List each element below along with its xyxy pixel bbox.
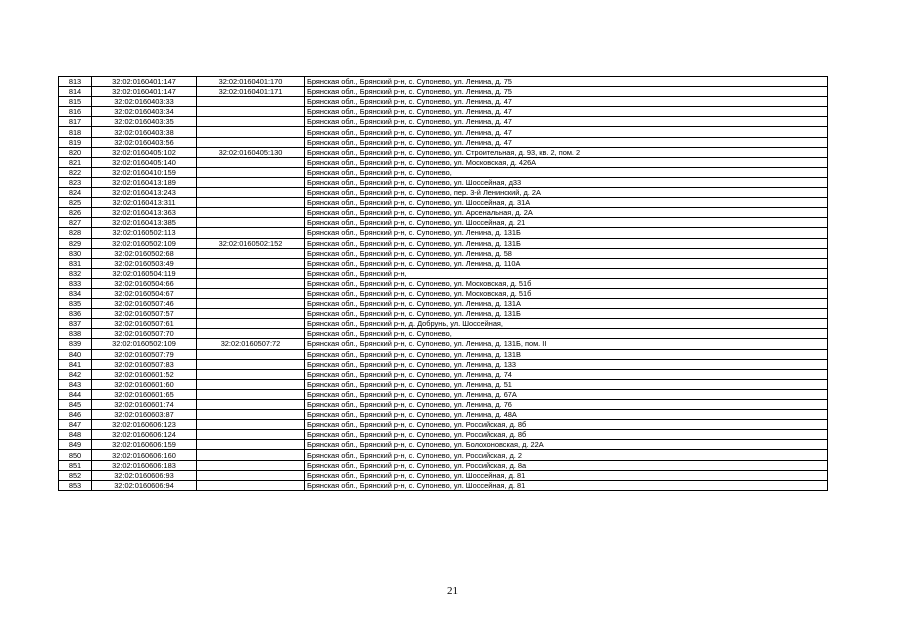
- cadastral-number-cell: 32:02:0160403:35: [92, 117, 197, 127]
- table-row: [59, 248, 828, 258]
- row-number-cell: 836: [59, 309, 92, 319]
- table-row: [59, 369, 828, 379]
- address-cell: Брянская обл., Брянский р-н, с. Супонево, ул. Российская, д. 8б: [305, 430, 828, 440]
- parent-cadastral-number-cell: [197, 450, 305, 460]
- table-row: [59, 258, 828, 268]
- cadastral-number-cell: 32:02:0160413:311: [92, 198, 197, 208]
- cadastral-number-cell: 32:02:0160410:159: [92, 167, 197, 177]
- row-number-cell: 849: [59, 440, 92, 450]
- row-number-cell: 848: [59, 430, 92, 440]
- address-cell: Брянская обл., Брянский р-н, с. Супонево,: [305, 329, 828, 339]
- table-row: [59, 208, 828, 218]
- cadastral-number-cell: 32:02:0160403:56: [92, 137, 197, 147]
- table-row: [59, 188, 828, 198]
- row-number-cell: 840: [59, 349, 92, 359]
- row-number-cell: 843: [59, 379, 92, 389]
- parent-cadastral-number-cell: [197, 359, 305, 369]
- address-cell: Брянская обл., Брянский р-н, с. Супонево, ул. Ленина, д. 76: [305, 400, 828, 410]
- address-cell: Брянская обл., Брянский р-н, с. Супонево, ул. Ленина, д. 67А: [305, 389, 828, 399]
- cadastral-number-cell: 32:02:0160403:34: [92, 107, 197, 117]
- parent-cadastral-number-cell: [197, 319, 305, 329]
- row-number-cell: 833: [59, 278, 92, 288]
- table-row: [59, 359, 828, 369]
- address-cell: Брянская обл., Брянский р-н, с. Супонево, ул. Ленина, д. 131Б, пом. II: [305, 339, 828, 349]
- row-number-cell: 818: [59, 127, 92, 137]
- parent-cadastral-number-cell: [197, 117, 305, 127]
- address-cell: Брянская обл., Брянский р-н, с. Супонево, ул. Шоссейная, д. 31А: [305, 198, 828, 208]
- cadastral-number-cell: 32:02:0160502:109: [92, 238, 197, 248]
- parent-cadastral-number-cell: [197, 268, 305, 278]
- row-number-cell: 817: [59, 117, 92, 127]
- address-cell: Брянская обл., Брянский р-н,: [305, 268, 828, 278]
- parent-cadastral-number-cell: [197, 430, 305, 440]
- address-cell: Брянская обл., Брянский р-н, с. Супонево, ул. Ленина, д. 131Б: [305, 309, 828, 319]
- table-row: [59, 157, 828, 167]
- table-row: [59, 319, 828, 329]
- parent-cadastral-number-cell: [197, 278, 305, 288]
- table-row: [59, 339, 828, 349]
- table-row: [59, 198, 828, 208]
- address-cell: Брянская обл., Брянский р-н, с. Супонево, ул. Московская, д. 51б: [305, 288, 828, 298]
- address-cell: Брянская обл., Брянский р-н, с. Супонево, ул. Шоссейная, д. 81: [305, 470, 828, 480]
- parent-cadastral-number-cell: [197, 400, 305, 410]
- row-number-cell: 845: [59, 400, 92, 410]
- table-row: [59, 389, 828, 399]
- table-row: [59, 480, 828, 490]
- address-cell: Брянская обл., Брянский р-н, с. Супонево, ул. Ленина, д. 75: [305, 87, 828, 97]
- row-number-cell: 853: [59, 480, 92, 490]
- address-cell: Брянская обл., Брянский р-н, с. Супонево, ул. Ленина, д. 48А: [305, 410, 828, 420]
- row-number-cell: 825: [59, 198, 92, 208]
- address-cell: Брянская обл., Брянский р-н, с. Супонево, ул. Московская, д. 51б: [305, 278, 828, 288]
- parent-cadastral-number-cell: [197, 107, 305, 117]
- table-row: [59, 238, 828, 248]
- row-number-cell: 841: [59, 359, 92, 369]
- parent-cadastral-number-cell: [197, 379, 305, 389]
- address-cell: Брянская обл., Брянский р-н, с. Супонево, ул. Ленина, д. 51: [305, 379, 828, 389]
- parent-cadastral-number-cell: [197, 198, 305, 208]
- row-number-cell: 844: [59, 389, 92, 399]
- parent-cadastral-number-cell: [197, 157, 305, 167]
- address-cell: Брянская обл., Брянский р-н, с. Супонево, ул. Ленина, д. 131Б: [305, 228, 828, 238]
- table-body: [59, 77, 828, 491]
- cadastral-number-cell: 32:02:0160504:66: [92, 278, 197, 288]
- parent-cadastral-number-cell: [197, 137, 305, 147]
- parent-cadastral-number-cell: [197, 218, 305, 228]
- row-number-cell: 831: [59, 258, 92, 268]
- table-row: [59, 228, 828, 238]
- cadastral-number-cell: 32:02:0160504:119: [92, 268, 197, 278]
- row-number-cell: 850: [59, 450, 92, 460]
- parent-cadastral-number-cell: [197, 97, 305, 107]
- parent-cadastral-number-cell: [197, 440, 305, 450]
- cadastral-number-cell: 32:02:0160606:94: [92, 480, 197, 490]
- cadastral-number-cell: 32:02:0160507:57: [92, 309, 197, 319]
- table-row: [59, 127, 828, 137]
- address-cell: Брянская обл., Брянский р-н, с. Супонево, ул. Российская, д. 2: [305, 450, 828, 460]
- cadastral-number-cell: 32:02:0160401:147: [92, 87, 197, 97]
- address-cell: Брянская обл., Брянский р-н, с. Супонево, ул. Арсенальная, д. 2А: [305, 208, 828, 218]
- address-cell: Брянская обл., Брянский р-н, с. Супонево, ул. Болохоновская, д. 22А: [305, 440, 828, 450]
- row-number-cell: 851: [59, 460, 92, 470]
- address-cell: Брянская обл., Брянский р-н, с. Супонево, ул. Российская, д. 8б: [305, 420, 828, 430]
- cadastral-number-cell: 32:02:0160601:60: [92, 379, 197, 389]
- row-number-cell: 834: [59, 288, 92, 298]
- address-cell: Брянская обл., Брянский р-н, с. Супонево, ул. Ленина, д. 47: [305, 97, 828, 107]
- parent-cadastral-number-cell: [197, 349, 305, 359]
- cadastral-number-cell: 32:02:0160606:93: [92, 470, 197, 480]
- address-cell: Брянская обл., Брянский р-н, д. Добрунь, ул. Шоссейная,: [305, 319, 828, 329]
- parent-cadastral-number-cell: [197, 369, 305, 379]
- parent-cadastral-number-cell: 32:02:0160405:130: [197, 147, 305, 157]
- cadastral-number-cell: 32:02:0160401:147: [92, 77, 197, 87]
- address-cell: Брянская обл., Брянский р-н, с. Супонево, ул. Шоссейная, д33: [305, 177, 828, 187]
- cadastral-number-cell: 32:02:0160507:83: [92, 359, 197, 369]
- table-row: [59, 420, 828, 430]
- table-row: [59, 177, 828, 187]
- parent-cadastral-number-cell: [197, 208, 305, 218]
- row-number-cell: 830: [59, 248, 92, 258]
- table-row: [59, 440, 828, 450]
- parent-cadastral-number-cell: 32:02:0160401:170: [197, 77, 305, 87]
- address-cell: Брянская обл., Брянский р-н, с. Супонево, ул. Ленина, д. 47: [305, 137, 828, 147]
- address-cell: Брянская обл., Брянский р-н, с. Супонево, ул. Строительная, д. 93, кв. 2, пом. 2: [305, 147, 828, 157]
- table-row: [59, 400, 828, 410]
- cadastral-number-cell: 32:02:0160606:160: [92, 450, 197, 460]
- cadastral-number-cell: 32:02:0160603:87: [92, 410, 197, 420]
- table-row: [59, 167, 828, 177]
- row-number-cell: 842: [59, 369, 92, 379]
- table-row: [59, 309, 828, 319]
- parent-cadastral-number-cell: [197, 288, 305, 298]
- parent-cadastral-number-cell: [197, 420, 305, 430]
- table-row: [59, 450, 828, 460]
- parent-cadastral-number-cell: [197, 248, 305, 258]
- address-cell: Брянская обл., Брянский р-н, с. Супонево, ул. Шоссейная, д. 81: [305, 480, 828, 490]
- address-cell: Брянская обл., Брянский р-н, с. Супонево, ул. Шоссейная, д. 21: [305, 218, 828, 228]
- table-row: [59, 379, 828, 389]
- row-number-cell: 846: [59, 410, 92, 420]
- cadastral-number-cell: 32:02:0160606:159: [92, 440, 197, 450]
- row-number-cell: 826: [59, 208, 92, 218]
- cadastral-number-cell: 32:02:0160502:109: [92, 339, 197, 349]
- parent-cadastral-number-cell: [197, 228, 305, 238]
- row-number-cell: 823: [59, 177, 92, 187]
- table-row: [59, 299, 828, 309]
- parent-cadastral-number-cell: [197, 177, 305, 187]
- address-cell: Брянская обл., Брянский р-н, с. Супонево, ул. Ленина, д. 110А: [305, 258, 828, 268]
- table-row: [59, 410, 828, 420]
- table-row: [59, 460, 828, 470]
- table-row: [59, 147, 828, 157]
- table-row: [59, 470, 828, 480]
- row-number-cell: 821: [59, 157, 92, 167]
- parent-cadastral-number-cell: [197, 480, 305, 490]
- parent-cadastral-number-cell: [197, 188, 305, 198]
- row-number-cell: 815: [59, 97, 92, 107]
- row-number-cell: 814: [59, 87, 92, 97]
- row-number-cell: 824: [59, 188, 92, 198]
- address-cell: Брянская обл., Брянский р-н, с. Супонево, ул. Московская, д. 426А: [305, 157, 828, 167]
- address-cell: Брянская обл., Брянский р-н, с. Супонево, ул. Ленина, д. 58: [305, 248, 828, 258]
- cadastral-number-cell: 32:02:0160504:67: [92, 288, 197, 298]
- address-cell: Брянская обл., Брянский р-н, с. Супонево, ул. Ленина, д. 47: [305, 107, 828, 117]
- table-row: [59, 218, 828, 228]
- row-number-cell: 813: [59, 77, 92, 87]
- cadastral-number-cell: 32:02:0160405:140: [92, 157, 197, 167]
- address-cell: Брянская обл., Брянский р-н, с. Супонево, ул. Российская, д. 8а: [305, 460, 828, 470]
- table-row: [59, 107, 828, 117]
- cadastral-number-cell: 32:02:0160601:65: [92, 389, 197, 399]
- row-number-cell: 837: [59, 319, 92, 329]
- row-number-cell: 829: [59, 238, 92, 248]
- parent-cadastral-number-cell: [197, 460, 305, 470]
- parent-cadastral-number-cell: 32:02:0160507:72: [197, 339, 305, 349]
- table-row: [59, 77, 828, 87]
- cadastral-number-cell: 32:02:0160502:113: [92, 228, 197, 238]
- table-row: [59, 278, 828, 288]
- address-cell: Брянская обл., Брянский р-н, с. Супонево, ул. Ленина, д. 47: [305, 127, 828, 137]
- row-number-cell: 839: [59, 339, 92, 349]
- table-row: [59, 87, 828, 97]
- cadastral-number-cell: 32:02:0160403:38: [92, 127, 197, 137]
- address-cell: Брянская обл., Брянский р-н, с. Супонево, ул. Ленина, д. 131А: [305, 299, 828, 309]
- cadastral-number-cell: 32:02:0160413:189: [92, 177, 197, 187]
- row-number-cell: 820: [59, 147, 92, 157]
- row-number-cell: 838: [59, 329, 92, 339]
- row-number-cell: 835: [59, 299, 92, 309]
- row-number-cell: 847: [59, 420, 92, 430]
- address-cell: Брянская обл., Брянский р-н, с. Супонево, ул. Ленина, д. 131В: [305, 349, 828, 359]
- address-cell: Брянская обл., Брянский р-н, с. Супонево, ул. Ленина, д. 74: [305, 369, 828, 379]
- row-number-cell: 816: [59, 107, 92, 117]
- table-row: [59, 117, 828, 127]
- table-row: [59, 349, 828, 359]
- parent-cadastral-number-cell: [197, 299, 305, 309]
- address-cell: Брянская обл., Брянский р-н, с. Супонево,: [305, 167, 828, 177]
- cadastral-number-cell: 32:02:0160601:74: [92, 400, 197, 410]
- page-number: 21: [447, 585, 458, 597]
- cadastral-number-cell: 32:02:0160507:70: [92, 329, 197, 339]
- parent-cadastral-number-cell: [197, 389, 305, 399]
- address-cell: Брянская обл., Брянский р-н, с. Супонево, ул. Ленина, д. 133: [305, 359, 828, 369]
- address-cell: Брянская обл., Брянский р-н, с. Супонево, ул. Ленина, д. 75: [305, 77, 828, 87]
- table-row: [59, 430, 828, 440]
- parent-cadastral-number-cell: [197, 410, 305, 420]
- parent-cadastral-number-cell: [197, 470, 305, 480]
- table-row: [59, 329, 828, 339]
- row-number-cell: 819: [59, 137, 92, 147]
- cadastral-number-cell: 32:02:0160502:68: [92, 248, 197, 258]
- property-table: [58, 76, 828, 491]
- parent-cadastral-number-cell: [197, 127, 305, 137]
- table-row: [59, 97, 828, 107]
- parent-cadastral-number-cell: [197, 309, 305, 319]
- cadastral-number-cell: 32:02:0160606:124: [92, 430, 197, 440]
- row-number-cell: 832: [59, 268, 92, 278]
- parent-cadastral-number-cell: [197, 167, 305, 177]
- cadastral-number-cell: 32:02:0160507:46: [92, 299, 197, 309]
- parent-cadastral-number-cell: [197, 258, 305, 268]
- row-number-cell: 822: [59, 167, 92, 177]
- parent-cadastral-number-cell: 32:02:0160401:171: [197, 87, 305, 97]
- address-cell: Брянская обл., Брянский р-н, с. Супонево, ул. Ленина, д. 47: [305, 117, 828, 127]
- cadastral-number-cell: 32:02:0160606:123: [92, 420, 197, 430]
- cadastral-number-cell: 32:02:0160606:183: [92, 460, 197, 470]
- address-cell: Брянская обл., Брянский р-н, с. Супонево, ул. Ленина, д. 131Б: [305, 238, 828, 248]
- address-cell: Брянская обл., Брянский р-н, с. Супонево, пер. 3-й Ленинский, д. 2А: [305, 188, 828, 198]
- cadastral-number-cell: 32:02:0160413:363: [92, 208, 197, 218]
- row-number-cell: 828: [59, 228, 92, 238]
- cadastral-number-cell: 32:02:0160413:243: [92, 188, 197, 198]
- row-number-cell: 852: [59, 470, 92, 480]
- parent-cadastral-number-cell: 32:02:0160502:152: [197, 238, 305, 248]
- parent-cadastral-number-cell: [197, 329, 305, 339]
- table-row: [59, 268, 828, 278]
- cadastral-number-cell: 32:02:0160503:49: [92, 258, 197, 268]
- cadastral-number-cell: 32:02:0160405:102: [92, 147, 197, 157]
- table-row: [59, 288, 828, 298]
- cadastral-number-cell: 32:02:0160413:385: [92, 218, 197, 228]
- cadastral-number-cell: 32:02:0160507:79: [92, 349, 197, 359]
- table-row: [59, 137, 828, 147]
- cadastral-number-cell: 32:02:0160601:52: [92, 369, 197, 379]
- cadastral-number-cell: 32:02:0160403:33: [92, 97, 197, 107]
- row-number-cell: 827: [59, 218, 92, 228]
- cadastral-number-cell: 32:02:0160507:61: [92, 319, 197, 329]
